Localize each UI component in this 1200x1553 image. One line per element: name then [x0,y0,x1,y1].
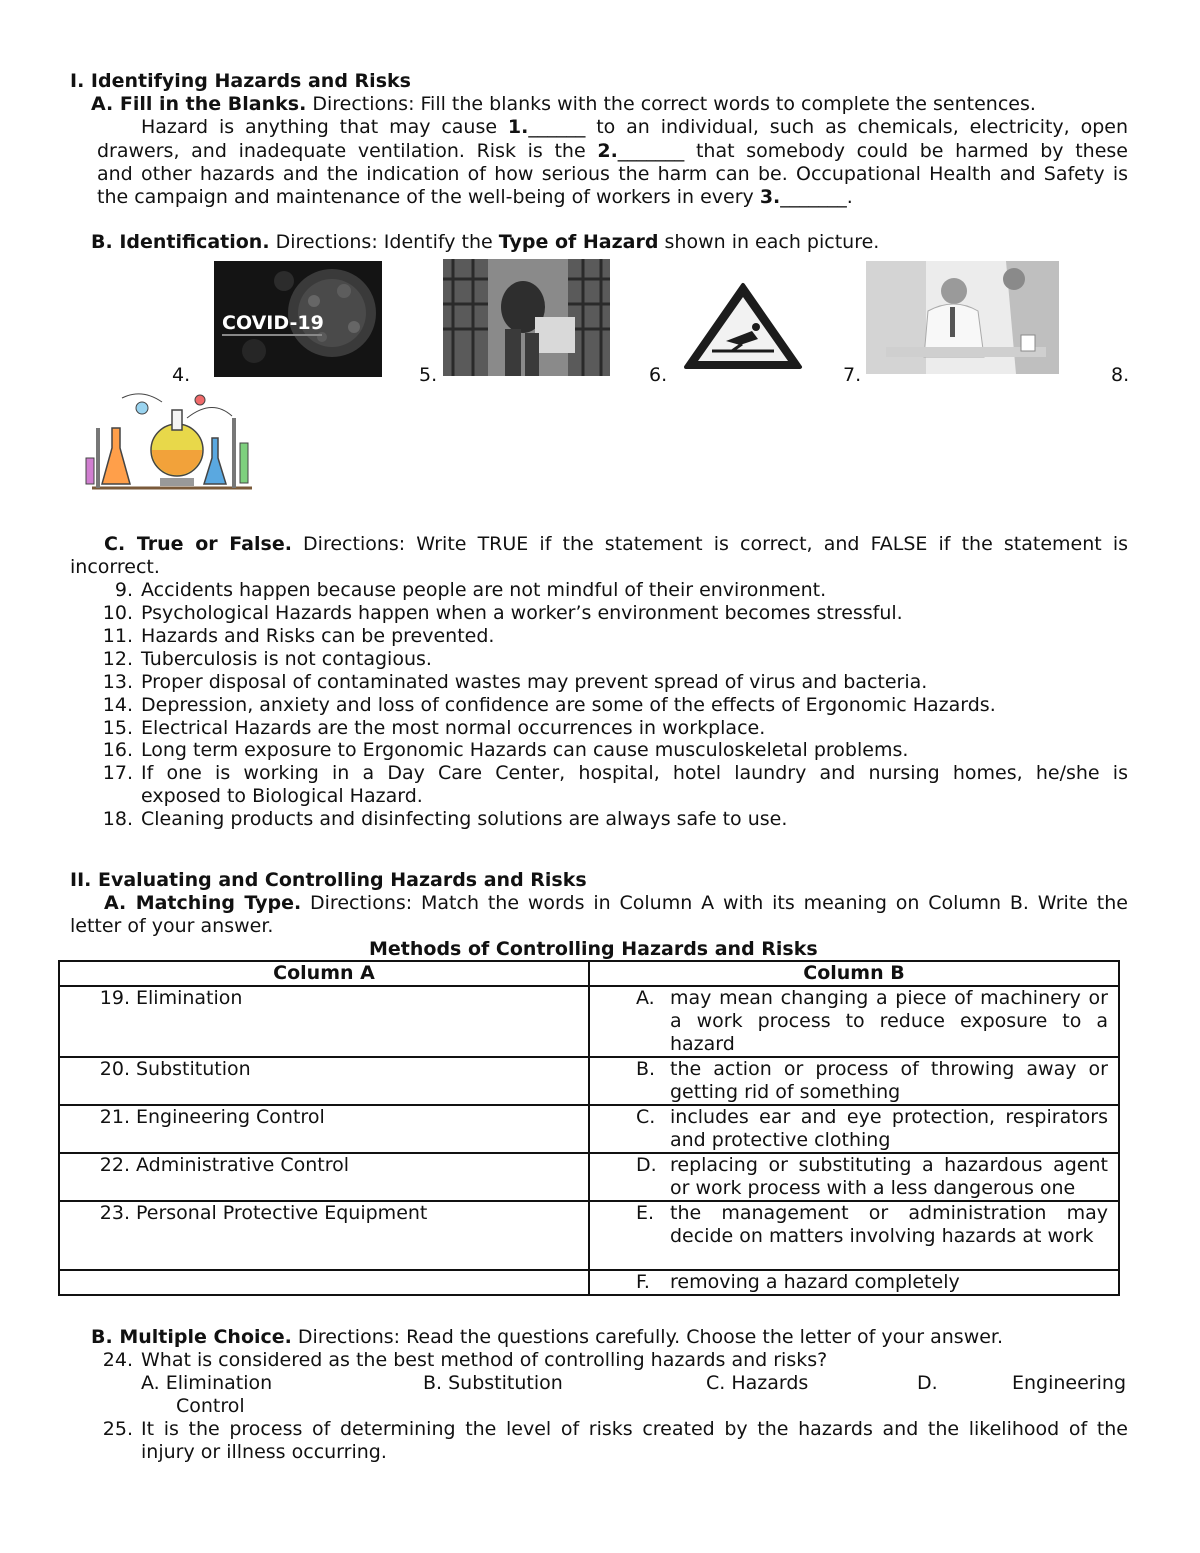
column-b-meaning: the action or process of throwing away or getting rid of something [670,1058,1108,1103]
column-a-term: Elimination [136,987,243,1009]
identification-directions: B. Identification. Directions: Identify the Type of Hazard shown in each picture. [91,231,880,253]
column-b-meaning: includes ear and eye protection, respirators and protective clothing [670,1106,1108,1151]
table-row: F. removing a hazard completely [59,1270,1119,1295]
fill-blanks-directions-text: Directions: Fill the blanks with the correct words to complete the sentences. [306,93,1036,115]
column-a-term: Engineering Control [136,1106,325,1128]
warning-triangle-icon [682,281,804,371]
stressed-office-worker-image [866,261,1059,374]
tf-item-14: Depression, anxiety and loss of confidence are some of the effects of Ergonomic Hazards. [141,694,996,716]
tf-item-num: 11. [102,625,133,647]
column-a-term: Personal Protective Equipment [136,1202,428,1224]
psychological-stress-icon [866,261,1059,374]
choice-d-cont: Control [176,1395,245,1417]
chemical-flask-icon [82,388,257,506]
tf-item-17: If one is working in a Day Care Center, hospital, hotel laundry and nursing homes, he/she is [141,762,1128,784]
tf-item-10: Psychological Hazards happen when a worker’s environment becomes stressful. [141,602,903,624]
covid-image [214,261,382,377]
tf-item-16: Long term exposure to Ergonomic Hazards can cause musculoskeletal problems. [141,739,909,761]
tf-item-num: 16. [102,739,133,761]
chemical-lab-image [82,388,257,506]
tf-item-num: 12. [102,648,133,670]
column-b-meaning: removing a hazard completely [670,1271,960,1293]
choice-a: A. Elimination [141,1372,273,1394]
table-row: 19. Elimination A. may mean changing a piece of machinery or a work process to reduce exposure to a hazard [59,986,1119,1057]
picture-label-6: 6. [649,364,668,386]
column-a-term: Substitution [136,1058,251,1080]
column-b-meaning: replacing or substituting a hazardous agent or work process with a less dangerous one [670,1154,1108,1199]
section-1-title: I. Identifying Hazards and Risks [70,70,411,92]
tf-item-num: 15. [102,717,133,739]
matching-directions-2: letter of your answer. [70,915,274,937]
table-row: 21. Engineering Control C. includes ear and eye protection, respirators and protective clothing [59,1105,1119,1153]
ergonomic-worker-icon [443,259,610,376]
table-row: 23. Personal Protective Equipment E. the management or administration may decide on matters involving hazards at work [59,1201,1119,1270]
multiple-choice-directions: B. Multiple Choice. Directions: Read the questions carefully. Choose the letter of your answer. [91,1326,1004,1348]
picture-label-8: 8. [1111,364,1130,386]
tf-item-11: Hazards and Risks can be prevented. [141,625,495,647]
question-25-num: 25. [102,1418,133,1440]
column-b-meaning: the management or administration may decide on matters involving hazards at work [670,1202,1108,1247]
section-2-title: II. Evaluating and Controlling Hazards and Risks [70,869,587,891]
fill-blanks-heading: A. Fill in the Blanks. [91,93,307,115]
fill-blanks-directions [91,93,1036,116]
slip-hazard-sign-image [682,281,804,371]
paragraph-line-1: Hazard is anything that may cause 1.______ to an individual, such as chemicals, electricity, open [141,116,1128,138]
tf-item-num: 9. [114,579,133,601]
svg-text:COVID-19: COVID-19 [222,312,324,334]
warehouse-worker-image [443,259,610,376]
tf-item-num: 10. [102,602,133,624]
paragraph-line-4: the campaign and maintenance of the well-being of workers in every 3._______. [97,186,853,208]
tf-item-num: 17. [102,762,133,784]
choice-c: C. Hazards [706,1372,809,1394]
column-b-header: Column B [589,961,1119,986]
tf-item-15: Electrical Hazards are the most normal occurrences in workplace. [141,717,766,739]
tf-item-num: 18. [102,808,133,830]
tf-item-num: 14. [102,694,133,716]
tf-item-12: Tuberculosis is not contagious. [141,648,432,670]
choice-d-letter: D. [917,1372,938,1394]
picture-label-4: 4. [172,364,191,386]
true-false-directions-2: incorrect. [70,556,160,578]
table-row: 22. Administrative Control D. replacing or substituting a hazardous agent or work process with a less dangerous one [59,1153,1119,1201]
matching-directions: A. Matching Type. Directions: Match the words in Column A with its meaning on Column B. Write the [104,892,1128,914]
tf-item-18: Cleaning products and disinfecting solutions are always safe to use. [141,808,788,830]
tf-item-9: Accidents happen because people are not mindful of their environment. [141,579,827,601]
column-a-header: Column A [59,961,589,986]
choice-b: B. Substitution [423,1372,563,1394]
table-header-row [59,961,1119,986]
paragraph-line-3: and other hazards and the indication of how serious the harm can be. Occupational Health and Safety is [97,163,1128,185]
question-24: What is considered as the best method of controlling hazards and risks? [141,1349,828,1371]
picture-label-5: 5. [419,364,438,386]
tf-item-13: Proper disposal of contaminated wastes may prevent spread of virus and bacteria. [141,671,928,693]
question-25-cont: injury or illness occurring. [141,1441,387,1463]
table-row: 20. Substitution B. the action or process of throwing away or getting rid of something [59,1057,1119,1105]
true-false-directions: C. True or False. Directions: Write TRUE if the statement is correct, and FALSE if the statement is [104,533,1129,555]
tf-item-17-cont: exposed to Biological Hazard. [141,785,423,807]
question-24-num: 24. [102,1349,133,1371]
matching-table [58,960,1120,1296]
paragraph-line-2: drawers, and inadequate ventilation. Risk is the 2._______ that somebody could be harmed by these [97,140,1128,162]
picture-label-7: 7. [843,364,862,386]
column-b-meaning: may mean changing a piece of machinery or a work process to reduce exposure to a hazard [670,987,1108,1055]
column-a-term: Administrative Control [136,1154,350,1176]
virus-icon [214,261,382,377]
table-title: Methods of Controlling Hazards and Risks [369,938,818,960]
tf-item-num: 13. [102,671,133,693]
choice-d: Engineering [1012,1372,1126,1394]
question-25: It is the process of determining the level of risks created by the hazards and the likelihood of the [141,1418,1128,1440]
